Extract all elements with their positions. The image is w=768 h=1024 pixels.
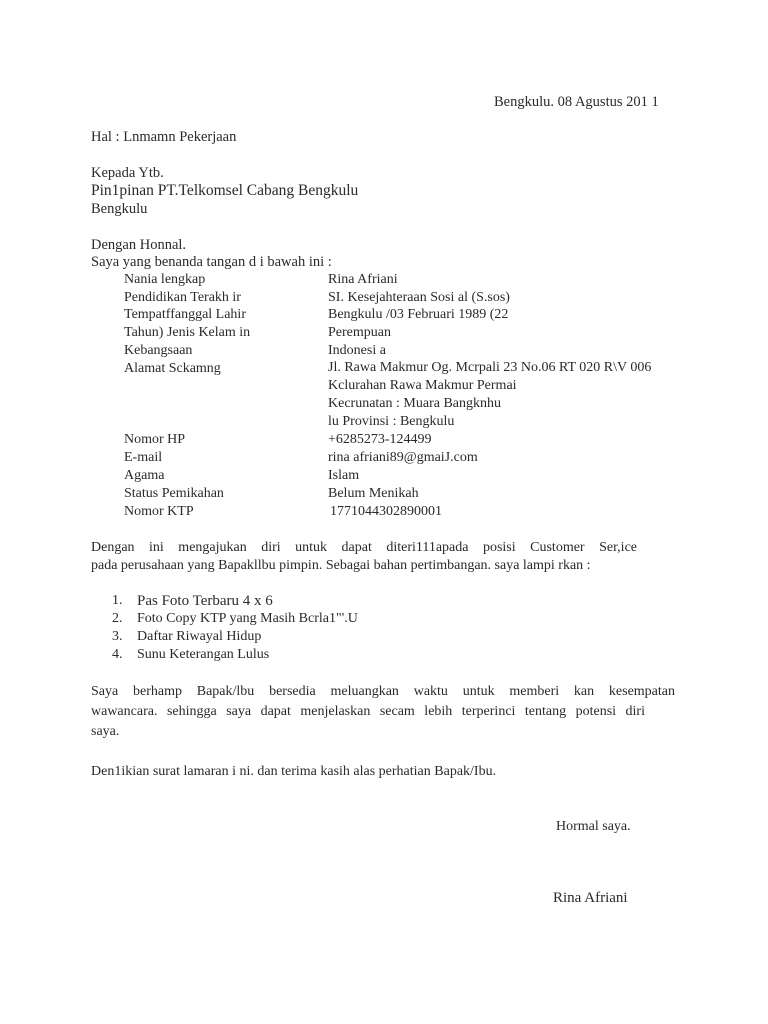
- field-value: Rina Afriani: [328, 272, 398, 287]
- greeting: Dengan Honnal.: [91, 237, 187, 253]
- list-item: Sunu Keterangan Lulus: [137, 647, 270, 662]
- paragraph-2-line-1: Saya berhamp Bapak/lbu bersedia meluangkan waktu untuk memberi kan kesempatan: [91, 684, 675, 699]
- field-value: +6285273-124499: [328, 432, 432, 447]
- place-date: Bengkulu. 08 Agustus 201 1: [494, 94, 659, 110]
- field-label: E-mail: [124, 450, 163, 465]
- field-label: Status Pemikahan: [124, 486, 224, 501]
- field-value: 1771044302890001: [330, 504, 442, 519]
- field-value: Indonesi a: [328, 343, 386, 358]
- field-label: Agama: [124, 468, 165, 483]
- field-value: Islam: [328, 468, 360, 483]
- list-item: Foto Copy KTP yang Masih Bcrla1"'.U: [137, 611, 358, 626]
- recipient-line-3: Bengkulu: [91, 201, 148, 217]
- field-value: SI. Kesejahteraan Sosi al (S.sos): [328, 290, 510, 305]
- closing-sentence: Den1ikian surat lamaran i ni. dan terima kasih alas perhatian Bapak/Ibu.: [91, 764, 497, 779]
- closing-salutation: Hormal saya.: [556, 819, 631, 834]
- list-item: Daftar Riwayal Hidup: [137, 629, 262, 644]
- list-item: Pas Foto Terbaru 4 x 6: [137, 593, 273, 609]
- field-value: Kecrunatan : Muara Bangknhu: [328, 396, 501, 411]
- paragraph-2-line-3: saya.: [91, 724, 120, 739]
- field-label: Pendidikan Terakh ir: [124, 290, 241, 305]
- recipient-line-2: Pin1pinan PT.Telkomsel Cabang Bengkulu: [91, 182, 359, 199]
- paragraph-1-line-2: pada perusahaan yang Bapakllbu pimpin. Sebagai bahan pertimbangan. saya lampi rkan :: [91, 558, 591, 573]
- subject-line: Hal : Lnmamn Pekerjaan: [91, 129, 237, 145]
- intro-line: Saya yang benanda tangan d i bawah ini :: [91, 254, 332, 270]
- field-label: Nomor KTP: [124, 504, 194, 519]
- paragraph-1-line-1: Dengan ini mengajukan diri untuk dapat diteri111apada posisi Customer Ser,ice: [91, 540, 637, 555]
- field-label: Nania lengkap: [124, 272, 206, 287]
- list-item-number: 1.: [112, 593, 123, 608]
- paragraph-2-line-2: wawancara. sehingga saya dapat menjelaskan secam lebih terperinci tentang potensi diri: [91, 704, 645, 719]
- field-label: Nomor HP: [124, 432, 186, 447]
- field-value: Perempuan: [328, 325, 391, 340]
- field-label: Kebangsaan: [124, 343, 193, 358]
- field-value: lu Provinsi : Bengkulu: [328, 414, 455, 429]
- field-value: Jl. Rawa Makmur Og. Mcrpali 23 No.06 RT 020 R\V 006: [328, 360, 652, 375]
- field-label: Tempatffanggal Lahir: [124, 307, 246, 322]
- field-value: Bengkulu /03 Februari 1989 (22: [328, 307, 509, 322]
- list-item-number: 4.: [112, 647, 123, 662]
- field-label: Alamat Sckamng: [124, 361, 221, 376]
- recipient-line-1: Kepada Ytb.: [91, 165, 164, 181]
- field-value: rina afriani89@gmaiJ.com: [328, 450, 478, 465]
- field-value: Kclurahan Rawa Makmur Permai: [328, 378, 517, 393]
- field-value: Belum Menikah: [328, 486, 419, 501]
- field-label: Tahun) Jenis Kelam in: [124, 325, 251, 340]
- list-item-number: 3.: [112, 629, 123, 644]
- signature-name: Rina Afriani: [553, 890, 628, 906]
- list-item-number: 2.: [112, 611, 123, 626]
